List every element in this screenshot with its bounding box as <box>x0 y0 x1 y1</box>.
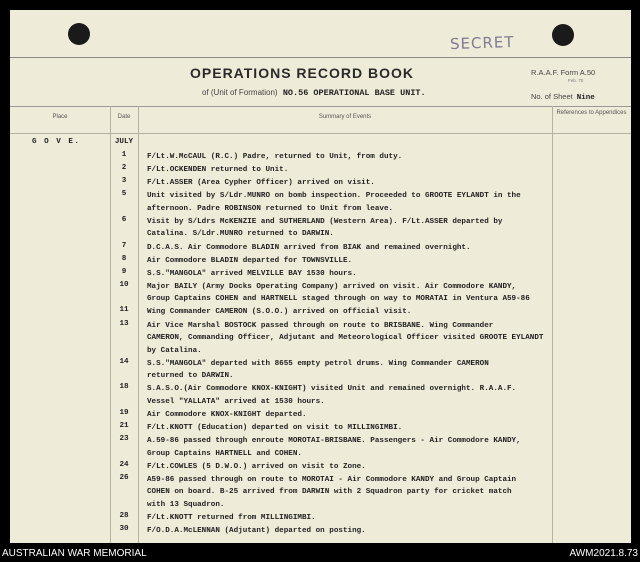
entry-text-line: Major BAILY (Army Docks Operating Company) arrived on visit. Air Commodore KANDY, <box>147 282 517 291</box>
entry-date: 19 <box>119 408 129 417</box>
entry-date: 24 <box>119 460 129 469</box>
entry-date: 3 <box>121 177 127 186</box>
form-sub: Feb. 70 <box>568 78 584 83</box>
entry-date: 8 <box>121 254 127 263</box>
entry-text-line: F/O.D.A.McLENNAN (Adjutant) departed on posting. <box>147 526 366 535</box>
footer-credit: AUSTRALIAN WAR MEMORIAL <box>2 548 147 559</box>
entry-date: 28 <box>119 511 129 520</box>
entry-text-line: COHEN on board. B-25 arrived from DARWIN with 2 Squadron party for cricket match <box>147 488 512 497</box>
entry-date: 10 <box>119 280 129 289</box>
column-header-date: Date <box>117 114 131 120</box>
entry-date: 9 <box>121 267 127 276</box>
entry-text-line: with 13 Squadron. <box>147 500 225 509</box>
formation-value: NO.56 OPERATIONAL BASE UNIT. <box>282 88 426 98</box>
record-sheet <box>10 10 631 543</box>
entry-text-line: Vessel "YALLATA" arrived at 1530 hours. <box>147 397 325 406</box>
entry-text-line: Wing Commander CAMERON (S.O.O.) arrived on official visit. <box>147 308 412 317</box>
entry-date: 26 <box>119 473 129 482</box>
form-number: R.A.A.F. Form A.50 <box>531 68 596 77</box>
punch-hole <box>552 24 574 46</box>
entry-date: 11 <box>119 306 129 315</box>
column-header-references: References to Appendices <box>556 110 627 116</box>
month-value: JULY <box>114 138 134 146</box>
entry-date: 30 <box>119 524 129 533</box>
entry-date: 5 <box>121 190 127 199</box>
punch-hole <box>68 23 90 45</box>
header-rule <box>10 57 631 58</box>
entry-text-line: S.S."MANGOLA" arrived MELVILLE BAY 1530 hours. <box>147 269 357 278</box>
entry-text-line: Catalina. S/Ldr.MUNRO returned to DARWIN. <box>147 230 334 239</box>
entry-date: 23 <box>119 435 129 443</box>
sheet-number <box>531 92 595 102</box>
entry-text-line: F/Lt.KNOTT returned from MILLINGIMBI. <box>147 513 316 522</box>
entry-text-line: Air Commodore BLADIN departed for TOWNSVILLE. <box>147 256 353 265</box>
entry-text-line: Unit visited by S/Ldr.MUNRO on bomb inspection. Proceeded to GROOTE EYLANDT in the <box>147 192 521 201</box>
entry-date: 1 <box>121 151 127 159</box>
entry-text-line: D.C.A.S. Air Commodore BLADIN arrived from BIAK and remained overnight. <box>147 243 471 252</box>
entry-text-line: Air Vice Marshal BOSTOCK passed through on route to BRISBANE. Wing Commander <box>147 321 494 330</box>
table-header-rule <box>10 133 631 134</box>
place-value: G O V E. <box>32 138 81 146</box>
entry-text-line: S.S."MANGOLA" departed with 8655 empty petrol drums. Wing Commander CAMERON <box>147 359 489 368</box>
entry-text-line: A59-86 passed through on route to MOROTAI - Air Commodore KANDY and Group Captain <box>147 475 517 484</box>
entry-text-line: F/Lt.W.McCAUL (R.C.) Padre, returned to Unit, from duty. <box>147 153 403 161</box>
entry-text-line: Air Commodore KNOX-KNIGHT departed. <box>147 410 307 419</box>
entry-text-line: returned to DARWIN. <box>147 372 234 381</box>
table-top-rule <box>10 106 631 107</box>
entry-text-line: S.A.S.O.(Air Commodore KNOX-KNIGHT) visited Unit and remained overnight. R.A.A.F. <box>147 385 517 394</box>
secret-stamp: SECRET <box>449 32 515 54</box>
entry-text-line: F/Lt.COWLES (5 D.W.O.) arrived on visit to Zone. <box>147 462 366 471</box>
entry-text-line: Group Captains HARTNELL and COHEN. <box>147 449 302 458</box>
entry-date: 2 <box>121 164 127 173</box>
entry-text-line: F/Lt.KNOTT (Education) departed on visit to MILLINGIMBI. <box>147 423 403 432</box>
entry-date: 7 <box>121 241 127 250</box>
column-divider <box>138 106 139 543</box>
footer-accession: AWM2021.8.73 <box>569 548 638 559</box>
entry-text-line: A.59-86 passed through enroute MOROTAI-BRISBANE. Passengers - Air Commodore KANDY, <box>147 437 521 445</box>
column-divider <box>552 106 553 543</box>
entry-text-line: F/Lt.OCKENDEN returned to Unit. <box>147 166 289 175</box>
sheet-value: Nine <box>576 94 595 102</box>
column-header-place: Place <box>52 114 68 120</box>
entry-date: 6 <box>121 215 127 224</box>
formation-line <box>202 88 426 98</box>
sheet-label: No. of Sheet <box>531 92 573 101</box>
entry-text-line: F/Lt.ASSER (Area Cypher Officer) arrived on visit. <box>147 179 375 188</box>
entry-text-line: afternoon. Padre ROBINSON returned to Unit from leave. <box>147 204 394 213</box>
entry-date: 18 <box>119 383 129 392</box>
entry-text-line: by Catalina. <box>147 346 202 355</box>
entry-text-line: Visit by S/Ldrs McKENZIE and SUTHERLAND (Western Area). F/Lt.ASSER departed by <box>147 217 503 226</box>
entry-date: 21 <box>119 421 129 430</box>
entry-text-line: Group Captains COHEN and HARTNELL staged through on way to MORATAI in Ventura A59-86 <box>147 295 530 304</box>
column-header-summary: Summary of Events <box>318 114 372 120</box>
formation-label: of (Unit of Formation) <box>202 88 278 97</box>
entry-date: 13 <box>119 319 129 328</box>
entry-text-line: CAMERON, Commanding Officer, Adjutant and Meteorological Officer visited GROOTE EYLANDT <box>147 334 544 342</box>
entry-date: 14 <box>119 357 129 366</box>
page-title: OPERATIONS RECORD BOOK <box>190 65 414 81</box>
